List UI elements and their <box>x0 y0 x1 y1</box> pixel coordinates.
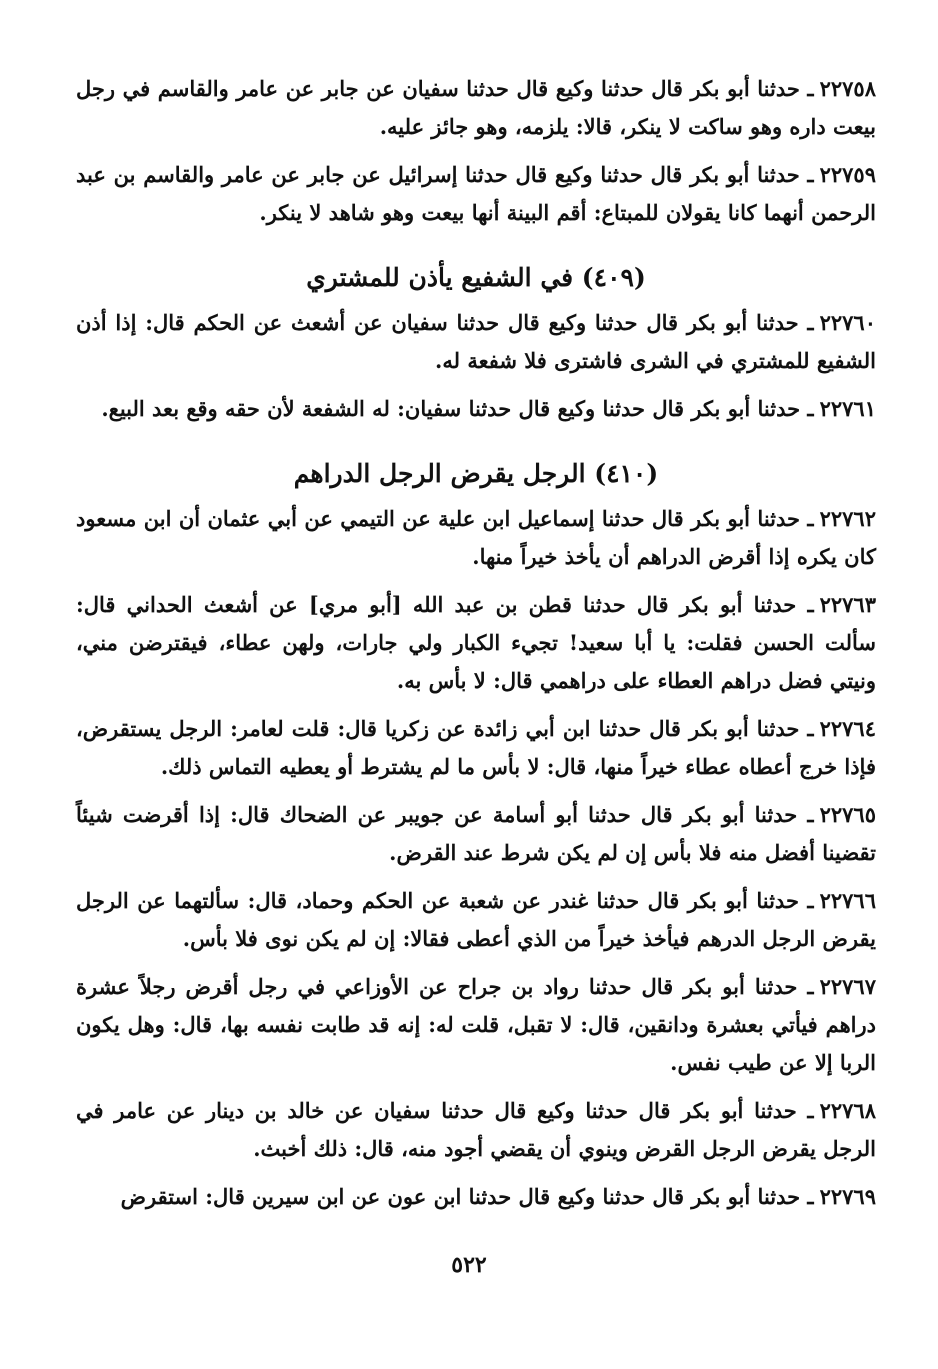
hadith-number: ٢٢٧٦٣ <box>819 592 876 617</box>
hadith-number: ٢٢٧٦٥ <box>819 802 876 827</box>
hadith-text: ـ حدثنا أبو بكر قال حدثنا وكيع قال حدثنا سفيان عن خالد بن دينار عن عامر في الرجل يقرض الرجل القرض وينوي أن يقضي أجود منه، قال: ذلك أخبث. <box>76 1098 876 1161</box>
hadith-number: ٢٢٧٦٢ <box>819 506 876 531</box>
hadith-number: ٢٢٧٦٠ <box>819 310 876 335</box>
hadith-number: ٢٢٧٦٩ <box>819 1184 876 1209</box>
hadith-text: ـ حدثنا أبو بكر قال حدثنا وكيع قال حدثنا ابن عون عن ابن سيرين قال: استقرض <box>120 1184 814 1209</box>
hadith-22768 <box>76 1092 876 1168</box>
hadith-number: ٢٢٧٥٨ <box>819 76 876 101</box>
hadith-22758 <box>76 70 876 146</box>
hadith-text: ـ حدثنا أبو بكر قال حدثنا وكيع قال حدثنا سفيان عن أشعث عن الحكم قال: إذا أذن الشفيع للمشتري في الشرى فاشترى فلا شفعة له. <box>76 310 876 373</box>
hadith-22762 <box>76 500 876 576</box>
hadith-22765 <box>76 796 876 872</box>
chapter-heading-410: (٤١٠) الرجل يقرض الرجل الدراهم <box>293 459 659 488</box>
hadith-text: ـ حدثنا أبو بكر قال حدثنا قطن بن عبد الله [أبو مري] عن أشعث الحداني قال: سألت الحسن فقلت: يا أبا سعيد! تجيء الكبار ولي جارات، ولهن عطاء، فيقترضن مني، ونيتي فضل دراهم العطاء على دراهمي قال: لا بأس به. <box>76 592 876 693</box>
page-body <box>76 70 876 1226</box>
hadith-22761 <box>76 390 876 428</box>
hadith-number: ٢٢٧٦٧ <box>819 974 876 999</box>
hadith-text: ـ حدثنا أبو بكر قال حدثنا إسماعيل ابن علية عن التيمي عن أبي عثمان أن ابن مسعود كان يكره إذا أقرض الدراهم أن يأخذ خيراً منها. <box>76 506 876 569</box>
hadith-number: ٢٢٧٦٦ <box>819 888 876 913</box>
hadith-number: ٢٢٧٥٩ <box>819 162 876 187</box>
hadith-22764 <box>76 710 876 786</box>
page-number: ٥٢٢ <box>451 1252 487 1278</box>
hadith-22766 <box>76 882 876 958</box>
hadith-number: ٢٢٧٦٨ <box>819 1098 876 1123</box>
hadith-text: ـ حدثنا أبو بكر قال حدثنا ابن أبي زائدة عن زكريا قال: قلت لعامر: الرجل يستقرض، فإذا خرج أعطاه عطاء خيراً منها، قال: لا بأس ما لم يشترط أو يعطيه التماس ذلك. <box>76 716 876 779</box>
chapter-heading-409: (٤٠٩) في الشفيع يأذن للمشتري <box>306 263 646 292</box>
hadith-text: ـ حدثنا أبو بكر قال حدثنا رواد بن جراح عن الأوزاعي في رجل أقرض رجلاً عشرة دراهم فيأتي بعشرة ودانقين، قال: لا تقبل، قلت له: إنه قد طابت نفسه بها، قال: وهل يكون الربا إلا عن طيب نفس. <box>76 974 876 1075</box>
hadith-text: ـ حدثنا أبو بكر قال حدثنا وكيع قال حدثنا إسرائيل عن جابر عن عامر والقاسم بن عبد الرحمن أنهما كانا يقولان للمبتاع: أقم البينة أنها بيعت وهو شاهد لا ينكر. <box>76 162 876 225</box>
hadith-22767 <box>76 968 876 1082</box>
hadith-text: ـ حدثنا أبو بكر قال حدثنا وكيع قال حدثنا سفيان عن جابر عن عامر والقاسم في رجل بيعت داره وهو ساكت لا ينكر، قالا: يلزمه، وهو جائز عليه. <box>76 76 876 139</box>
hadith-22769 <box>76 1178 876 1216</box>
hadith-text: ـ حدثنا أبو بكر قال حدثنا وكيع قال حدثنا سفيان: له الشفعة لأن حقه وقع بعد البيع. <box>101 396 814 421</box>
hadith-number: ٢٢٧٦٤ <box>819 716 876 741</box>
hadith-number: ٢٢٧٦١ <box>819 396 876 421</box>
hadith-22759 <box>76 156 876 232</box>
hadith-22760 <box>76 304 876 380</box>
hadith-text: ـ حدثنا أبو بكر قال حدثنا أبو أسامة عن جويبر عن الضحاك قال: إذا أقرضت شيئاً تقضينا أفضل منه فلا بأس إن لم يكن شرط عند القرض. <box>76 802 876 865</box>
hadith-text: ـ حدثنا أبو بكر قال حدثنا غندر عن شعبة عن الحكم وحماد، قال: سألتهما عن الرجل يقرض الرجل الدرهم فيأخذ خيراً من الذي أعطى فقالا: إن لم يكن نوى فلا بأس. <box>76 888 876 951</box>
hadith-22763 <box>76 586 876 700</box>
